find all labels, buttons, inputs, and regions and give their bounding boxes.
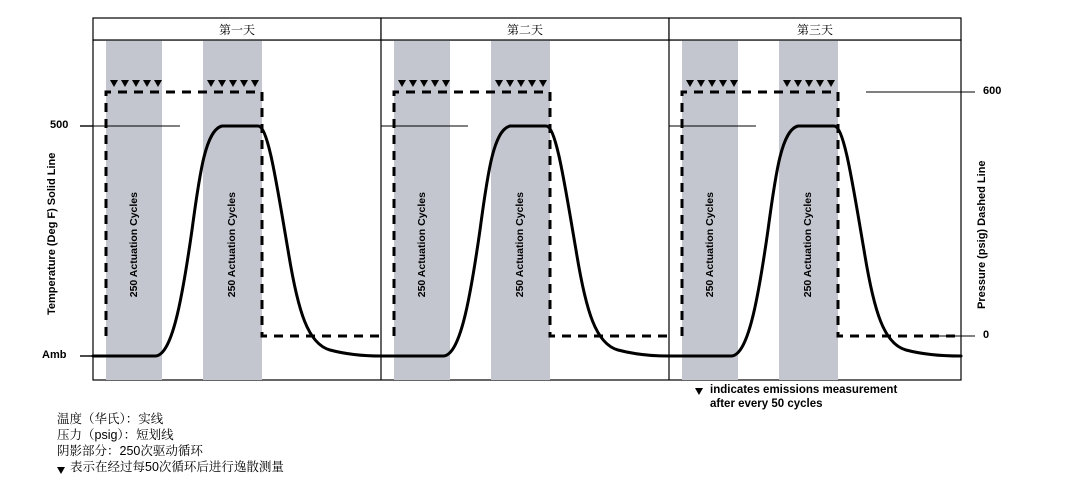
emissions-annotation-line1: indicates emissions measurement (710, 384, 898, 396)
right-tick-label-0: 0 (983, 329, 990, 341)
band-label: 250 Actuation Cycles (802, 192, 814, 298)
band-label: 250 Actuation Cycles (704, 192, 716, 298)
y-axis-left-title: Temperature (Deg F) Solid Line (46, 152, 58, 315)
left-tick-label-amb: Amb (42, 349, 67, 361)
day-label-3: 第三天 (796, 23, 833, 37)
annotation-marker-icon (695, 388, 703, 395)
band-label: 250 Actuation Cycles (514, 192, 526, 298)
day-label-2: 第二天 (506, 23, 543, 37)
legend-marker-icon (57, 467, 65, 474)
band-label: 250 Actuation Cycles (128, 192, 140, 298)
day-label-1: 第一天 (218, 23, 255, 37)
right-tick-label-600: 600 (983, 85, 1002, 97)
y-axis-right-title: Pressure (psig) Dashed Line (976, 160, 988, 310)
legend-note-marker: 表示在经过每50次循环后进行逸散测量 (70, 460, 284, 474)
band-label: 250 Actuation Cycles (226, 192, 238, 298)
legend-note-pressure: 压力（psig）：短划线 (57, 428, 174, 442)
legend-note-temperature: 温度（华氏）：实线 (57, 412, 164, 426)
legend-note-shaded: 阴影部分：250次驱动循环 (57, 444, 203, 458)
emissions-annotation-line2: after every 50 cycles (710, 398, 823, 410)
band-label: 250 Actuation Cycles (416, 192, 428, 298)
left-tick-label-500: 500 (50, 119, 69, 131)
